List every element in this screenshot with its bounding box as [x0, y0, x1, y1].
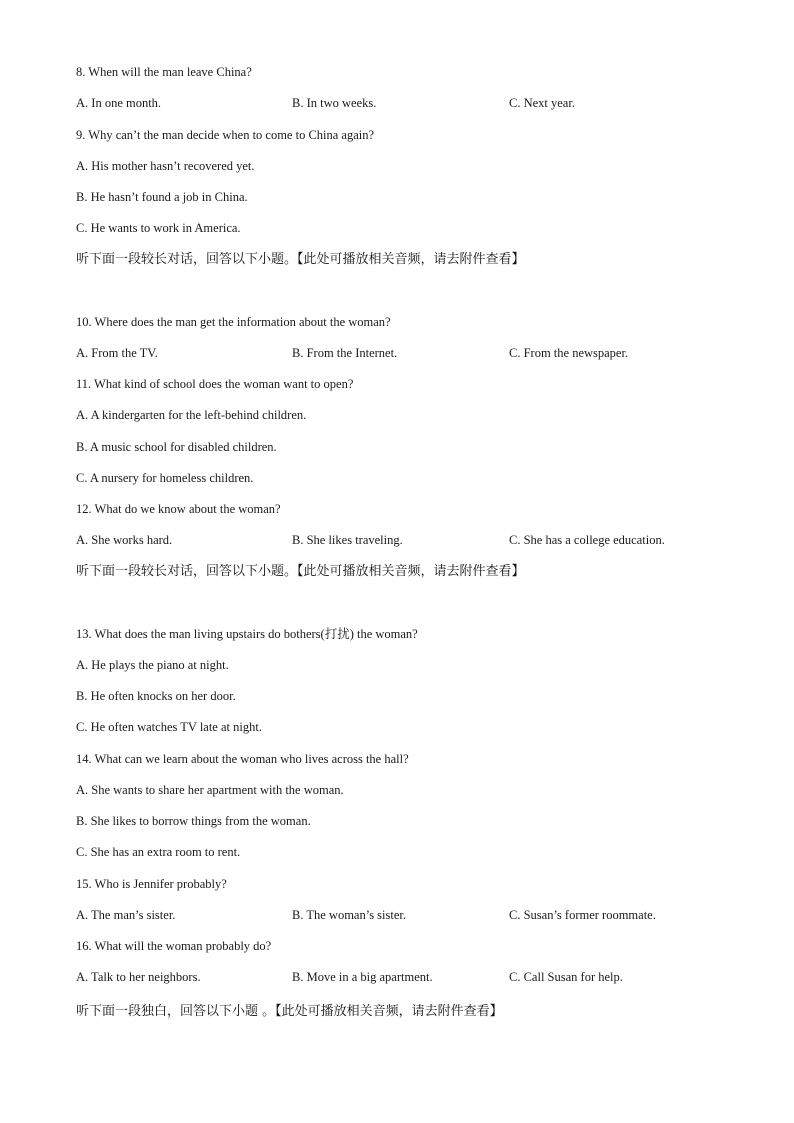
- q10-option-b: B. From the Internet.: [292, 346, 398, 360]
- question-10: 10. Where does the man get the information about the woman?: [76, 315, 391, 329]
- q12-option-b: B. She likes traveling.: [292, 533, 403, 547]
- options-row-10: [76, 345, 736, 361]
- q16-option-c: C. Call Susan for help.: [509, 970, 623, 984]
- q11-option-a: A. A kindergarten for the left-behind children.: [76, 408, 307, 422]
- question-14: 14. What can we learn about the woman who lives across the hall?: [76, 752, 409, 766]
- listening-instruction-1: 听下面一段较长对话，回答以下小题。【此处可播放相关音频，请去附件查看】: [76, 252, 525, 267]
- q11-option-c: C. A nursery for homeless children.: [76, 471, 254, 485]
- q9-option-a: A. His mother hasn’t recovered yet.: [76, 159, 255, 173]
- q10-option-a: A. From the TV.: [76, 346, 158, 360]
- question-15: 15. Who is Jennifer probably?: [76, 877, 227, 891]
- q8-option-b: B. In two weeks.: [292, 96, 377, 110]
- q13-option-c: C. He often watches TV late at night.: [76, 720, 262, 734]
- q12-option-c: C. She has a college education.: [509, 533, 665, 547]
- q9-option-c: C. He wants to work in America.: [76, 221, 241, 235]
- question-8: 8. When will the man leave China?: [76, 65, 252, 79]
- listening-instruction-3: 听下面一段独白，回答以下小题 。【此处可播放相关音频，请去附件查看】: [76, 1004, 503, 1019]
- q13-option-b: B. He often knocks on her door.: [76, 689, 236, 703]
- question-9: 9. Why can’t the man decide when to come to China again?: [76, 128, 375, 142]
- q8-option-c: C. Next year.: [509, 96, 575, 110]
- question-12: 12. What do we know about the woman?: [76, 502, 281, 516]
- q15-option-b: B. The woman’s sister.: [292, 908, 407, 922]
- question-13: 13. What does the man living upstairs do bothers(打扰) the woman?: [76, 627, 418, 641]
- options-row-12: [76, 532, 736, 548]
- question-16: 16. What will the woman probably do?: [76, 939, 272, 953]
- q8-option-a: A. In one month.: [76, 96, 162, 110]
- listening-instruction-2: 听下面一段较长对话，回答以下小题。【此处可播放相关音频，请去附件查看】: [76, 564, 525, 579]
- q15-option-a: A. The man’s sister.: [76, 908, 176, 922]
- q14-option-c: C. She has an extra room to rent.: [76, 845, 241, 859]
- q15-option-c: C. Susan’s former roommate.: [509, 908, 656, 922]
- q16-option-b: B. Move in a big apartment.: [292, 970, 433, 984]
- options-row-8: [76, 95, 736, 111]
- q11-option-b: B. A music school for disabled children.: [76, 440, 277, 454]
- q14-option-b: B. She likes to borrow things from the woman.: [76, 814, 311, 828]
- q16-option-a: A. Talk to her neighbors.: [76, 970, 201, 984]
- q14-option-a: A. She wants to share her apartment with the woman.: [76, 783, 344, 797]
- q13-option-a: A. He plays the piano at night.: [76, 658, 229, 672]
- q12-option-a: A. She works hard.: [76, 533, 173, 547]
- options-row-15: [76, 907, 736, 923]
- q9-option-b: B. He hasn’t found a job in China.: [76, 190, 248, 204]
- question-11: 11. What kind of school does the woman want to open?: [76, 377, 354, 391]
- q10-option-c: C. From the newspaper.: [509, 346, 629, 360]
- options-row-16: [76, 969, 736, 985]
